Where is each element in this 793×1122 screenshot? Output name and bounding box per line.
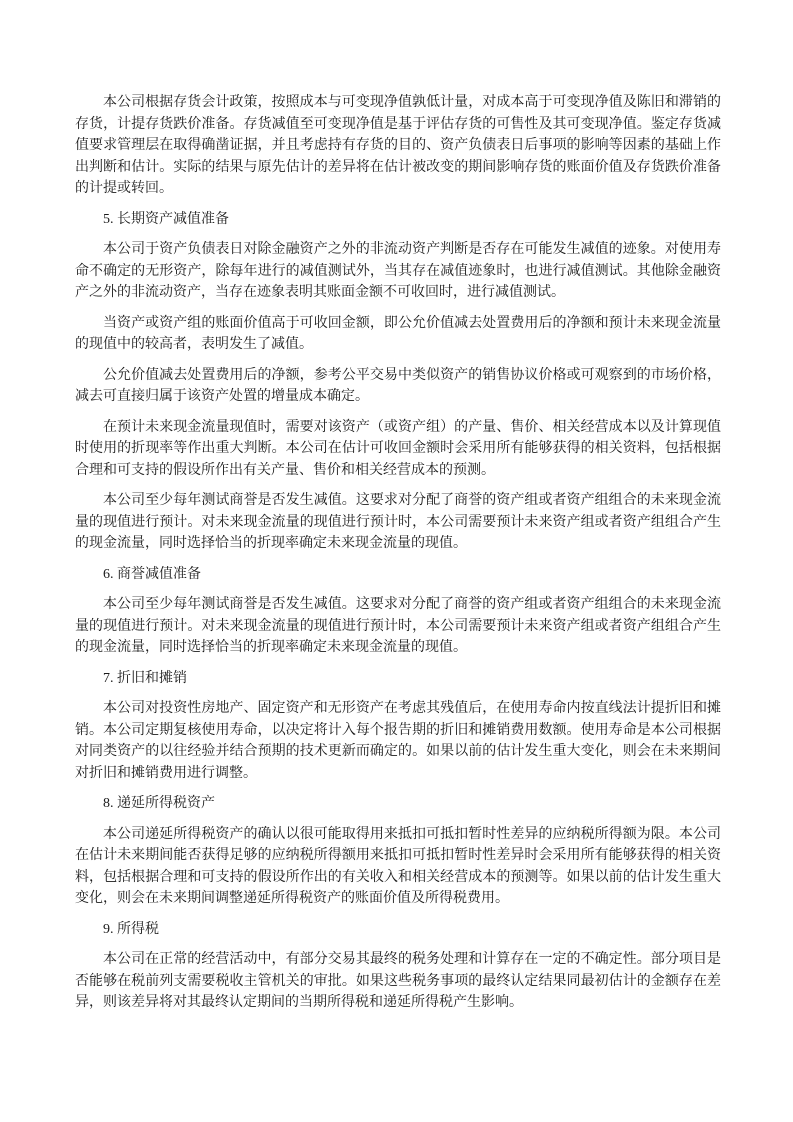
section-heading: 9. 所得税 <box>103 921 159 937</box>
section-heading: 8. 递延所得税资产 <box>103 796 215 811</box>
body-paragraph: 公允价值减去处置费用后的净额，参考公平交易中类似资产的销售协议价格或可观察到的市场价格，减去可直接归属于该资产处置的增量成本确定。 <box>75 367 721 404</box>
section-heading: 6. 商誉减值准备 <box>103 566 201 582</box>
body-paragraph: 本公司根据存货会计政策，按照成本与可变现净值孰低计量，对成本高于可变现净值及陈旧和滞销的存货，计提存货跌价准备。存货减值至可变现净值是基于评估存货的可售性及其可变现净值。鉴定存货减值要求管理层在取得确凿证据，并且考虑持有存货的目的、资产负债表日后事项的影响等因素的基础上作出判断和估计。实际的结果与原先估计的差异将在估计被改变的期间影响存货的账面价值及存货跌价准备的计提或转回。 <box>75 95 721 196</box>
body-paragraph: 在预计未来现金流量现值时，需要对该资产（或资产组）的产量、售价、相关经营成本以及计算现值时使用的折现率等作出重大判断。本公司在估计可收回金额时会采用所有能够获得的相关资料，包括根据合理和可支持的假设所作出有关产量、售价和相关经营成本的预测。 <box>75 419 721 478</box>
document-body <box>75 92 721 1014</box>
body-paragraph: 本公司在正常的经营活动中，有部分交易其最终的税务处理和计算存在一定的不确定性。部分项目是否能够在税前列支需要税收主管机关的审批。如果这些税务事项的最终认定结果同最初估计的金额存在差异，则该差异将对其最终认定期间的当期所得税和递延所得税产生影响。 <box>75 952 721 1010</box>
body-paragraph: 本公司递延所得税资产的确认以很可能取得用来抵扣可抵扣暂时性差异的应纳税所得额为限。本公司在估计未来期间能否获得足够的应纳税所得额用来抵扣可抵扣暂时性差异时会采用所有能够获得的相关资料，包括根据合理和可支持的假设所作出的有关收入和相关经营成本的预测等。如果以前的估计发生重大变化，则会在未来期间调整递延所得税资产的账面价值及所得税费用。 <box>75 826 721 906</box>
body-paragraph: 本公司至少每年测试商誉是否发生减值。这要求对分配了商誉的资产组或者资产组组合的未来现金流量的现值进行预计。对未来现金流量的现值进行预计时，本公司需要预计未来资产组或者资产组组合产生的现金流量，同时选择恰当的折现率确定未来现金流量的现值。 <box>75 493 721 551</box>
body-paragraph: 本公司于资产负债表日对除金融资产之外的非流动资产判断是否存在可能发生减值的迹象。对使用寿命不确定的无形资产，除每年进行的减值测试外，当其存在减值迹象时，也进行减值测试。其他除金融资产之外的非流动资产，当存在迹象表明其账面金额不可收回时，进行减值测试。 <box>75 242 721 300</box>
section-heading: 7. 折旧和摊销 <box>103 670 187 686</box>
body-paragraph: 当资产或资产组的账面价值高于可收回金额，即公允价值减去处置费用后的净额和预计未来现金流量的现值中的较高者，表明发生了减值。 <box>75 315 721 352</box>
body-paragraph: 本公司对投资性房地产、固定资产和无形资产在考虑其残值后，在使用寿命内按直线法计提折旧和摊销。本公司定期复核使用寿命，以决定将计入每个报告期的折旧和摊销费用数额。使用寿命是本公司根据对同类资产的以往经验并结合预期的技术更新而确定的。如果以前的估计发生重大变化，则会在未来期间对折旧和摊销费用进行调整。 <box>75 701 721 781</box>
section-heading: 5. 长期资产减值准备 <box>103 211 229 227</box>
body-paragraph: 本公司至少每年测试商誉是否发生减值。这要求对分配了商誉的资产组或者资产组组合的未来现金流量的现值进行预计。对未来现金流量的现值进行预计时，本公司需要预计未来资产组或者资产组组合产生的现金流量，同时选择恰当的折现率确定未来现金流量的现值。 <box>75 597 721 655</box>
